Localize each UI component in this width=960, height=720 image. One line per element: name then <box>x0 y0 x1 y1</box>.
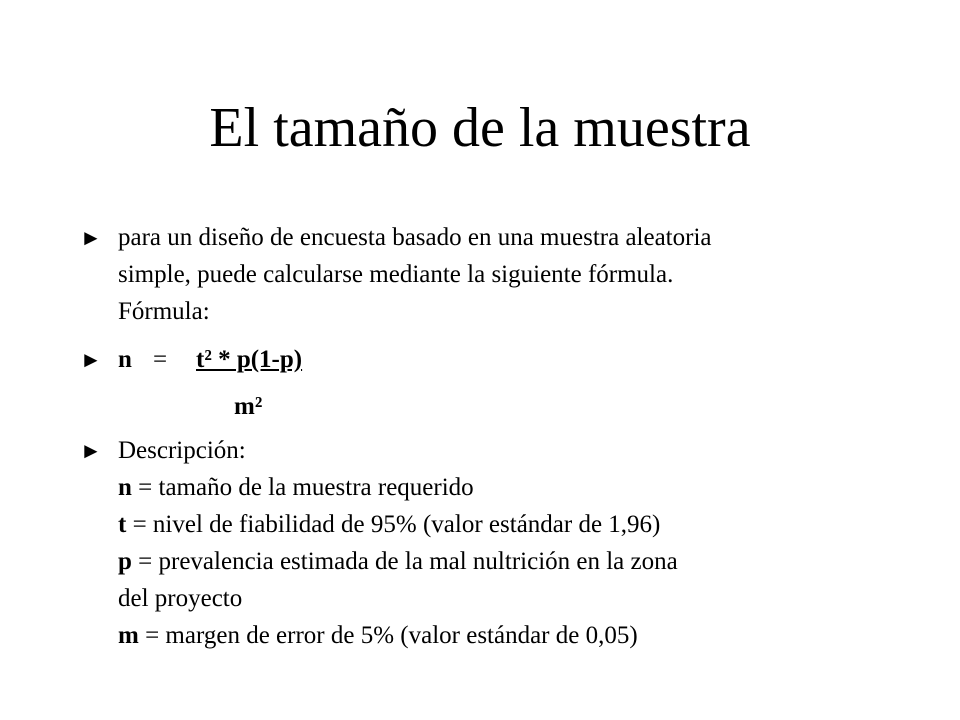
bullet-formula <box>80 341 880 420</box>
description-definition: = nivel de fiabilidad de 95% (valor estándar de 1,96) <box>126 511 661 538</box>
slide-title: El tamaño de la muestra <box>209 97 751 159</box>
description-item <box>118 543 880 580</box>
description-term: m <box>118 622 139 649</box>
description-definition: = margen de error de 5% (valor estándar de 0,05) <box>138 622 638 649</box>
description-item <box>118 506 880 543</box>
intro-line: Fórmula: <box>118 298 210 325</box>
bullet-intro <box>80 219 880 330</box>
description-item <box>118 580 880 617</box>
intro-line: simple, puede calcularse mediante la siguiente fórmula. <box>118 261 674 288</box>
description-definition: = tamaño de la muestra requerido <box>131 474 474 501</box>
formula-numerator: t² * p(1-p) <box>196 346 303 373</box>
description-heading: Descripción: <box>118 437 246 464</box>
description-definition: del proyecto <box>118 585 243 612</box>
bullet-description <box>80 432 880 654</box>
formula-lhs: n <box>118 346 132 373</box>
description-text <box>118 432 880 654</box>
formula-denominator: m² <box>234 393 263 420</box>
intro-line: para un diseño de encuesta basado en una muestra aleatoria <box>118 224 712 251</box>
bullet-arrow-icon: ► <box>80 225 102 250</box>
formula <box>80 341 880 420</box>
formula-equals: = <box>153 346 168 373</box>
description-item <box>118 469 880 506</box>
description-term: p <box>118 548 132 575</box>
bullet-arrow-icon: ► <box>80 438 102 463</box>
description-term: t <box>118 511 127 538</box>
description-definition: = prevalencia estimada de la mal nultrición en la zona <box>131 548 678 575</box>
intro-text <box>118 219 880 330</box>
description-term: n <box>118 474 132 501</box>
description-item <box>118 617 880 654</box>
bullet-arrow-icon: ► <box>80 347 102 372</box>
